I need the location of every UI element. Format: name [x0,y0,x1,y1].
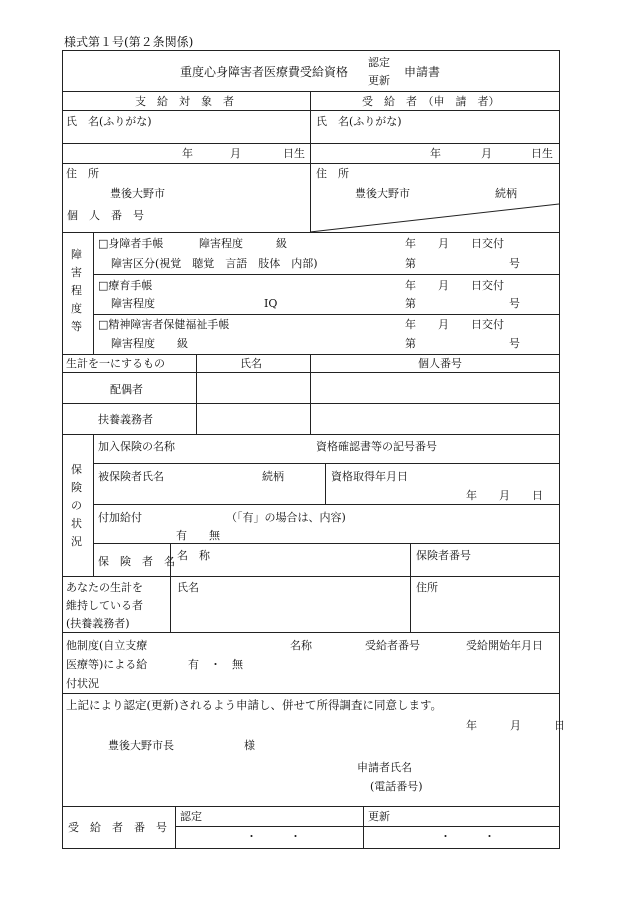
disability-category: 障害区分(視覚 聴覚 言語 肢体 内部) [111,257,318,270]
insurance-name: 加入保険の名称 [98,440,175,453]
mental-no-go: 号 [509,337,520,350]
insurance-cert-no: 資格確認書等の記号番号 [316,440,437,453]
household-name: 氏名 [240,357,262,370]
supporter-address: 住所 [416,581,438,594]
additional-benefit: 付加給付 [98,511,142,524]
title-ninntei: 認定 [368,56,390,69]
ryoiku-issued: 年 月 日交付 [405,279,504,292]
other-yes-no: 有 ・ 無 [188,658,243,671]
insurer-label: 保 険 者 名 [98,555,175,568]
birth-day-left: 日生 [283,147,305,160]
mental-no-dai: 第 [405,337,416,350]
disability-side-2: 程 [71,284,82,297]
disability-side-4: 等 [71,320,82,333]
disability-side-1: 害 [71,266,82,279]
other-line-0: 他制度(自立支療 [66,639,148,652]
title-koushin: 更新 [368,74,390,87]
declaration-sama: 様 [244,739,255,752]
header-target: 支 給 対 象 者 [135,95,234,108]
physical-issued: 年 月 日交付 [405,237,504,250]
birth-day-right: 日生 [531,147,553,160]
birth-month-right: 月 [481,147,492,160]
physical-handbook: □身障者手帳 [98,237,164,250]
supporter-line-1: 維持している者 [66,599,143,612]
ryoiku-no-dai: 第 [405,297,416,310]
insurance-side-4: 況 [71,535,82,548]
insured-relation: 続柄 [262,470,284,483]
title-suffix: 申請書 [404,65,441,79]
declaration-date: 年 月 日 [466,719,565,732]
additional-note: （「有」の場合は、内容) [226,511,346,524]
birth-month-left: 月 [230,147,241,160]
supporter-line-0: あなたの生計を [66,581,143,594]
acquired-date: 資格取得年月日 [331,470,408,483]
disability-side-3: 度 [71,302,82,315]
supporter-line-2: (扶養義務者) [66,617,130,630]
insurance-side-1: 険 [71,481,82,494]
mental-handbook: □精神障害者保健福祉手帳 [98,318,230,331]
mental-issued: 年 月 日交付 [405,318,504,331]
mental-grade: 障害程度 級 [111,337,188,350]
personal-number-label: 個 人 番 号 [67,209,144,222]
address-relation: 続柄 [495,187,517,200]
address-label-left: 住 所 [66,167,99,180]
insurer-no: 保険者番号 [416,549,471,562]
address-city-left: 豊後大野市 [110,187,165,200]
acquired-ymd: 年 月 日 [466,489,543,502]
household-dependent: 扶養義務者 [98,413,153,426]
footer-label: 受 給 者 番 号 [68,821,167,834]
other-start: 受給開始年月日 [466,639,543,652]
birth-year-right: 年 [430,147,441,160]
insurance-side-3: 状 [71,517,82,530]
declaration-text: 上記により認定(更新)されるよう申請し、併せて所得調査に同意します。 [66,698,443,712]
ryoiku-grade: 障害程度 [111,297,155,310]
insurance-side-2: の [71,499,82,512]
insured-name: 被保険者氏名 [98,470,164,483]
footer-koushin: 更新 [368,810,390,823]
name-label-right: 氏 名(ふりがな) [316,115,402,128]
disability-side-0: 障 [71,248,82,261]
household-label: 生計を一にするもの [66,357,165,370]
name-label-left: 氏 名(ふりがな) [66,115,152,128]
declaration-phone: (電話番号) [370,780,423,793]
form-label: 様式第１号(第２条関係) [64,35,194,49]
additional-yes-no: 有 無 [176,529,220,542]
declaration-applicant: 申請者氏名 [357,761,412,774]
insurer-name: 名 称 [177,549,210,562]
other-recipient-no: 受給者番号 [365,639,420,652]
header-recipient: 受 給 者 （申 請 者） [362,95,500,108]
household-number: 個人番号 [418,357,462,370]
ryoiku-iq: IQ [264,297,278,310]
other-line-1: 医療等)による給 [66,658,148,671]
footer-dots-right: ・ ・ [440,830,495,843]
footer-dots-left: ・ ・ [246,830,301,843]
declaration-mayor: 豊後大野市長 [108,739,174,752]
other-line-2: 付状況 [66,677,99,690]
birth-year-left: 年 [182,147,193,160]
form-title: 重度心身障害者医療費受給資格 [180,65,349,79]
physical-no-go: 号 [509,257,520,270]
supporter-name: 氏名 [177,581,199,594]
household-spouse: 配偶者 [110,383,143,396]
insurance-side-0: 保 [71,463,82,476]
other-name: 名称 [290,639,312,652]
footer-ninntei: 認定 [180,810,202,823]
address-label-right: 住 所 [316,167,349,180]
address-city-right: 豊後大野市 [355,187,410,200]
ryoiku-no-go: 号 [509,297,520,310]
physical-no-dai: 第 [405,257,416,270]
physical-grade: 障害程度 級 [199,237,287,250]
ryoiku-handbook: □療育手帳 [98,279,153,292]
